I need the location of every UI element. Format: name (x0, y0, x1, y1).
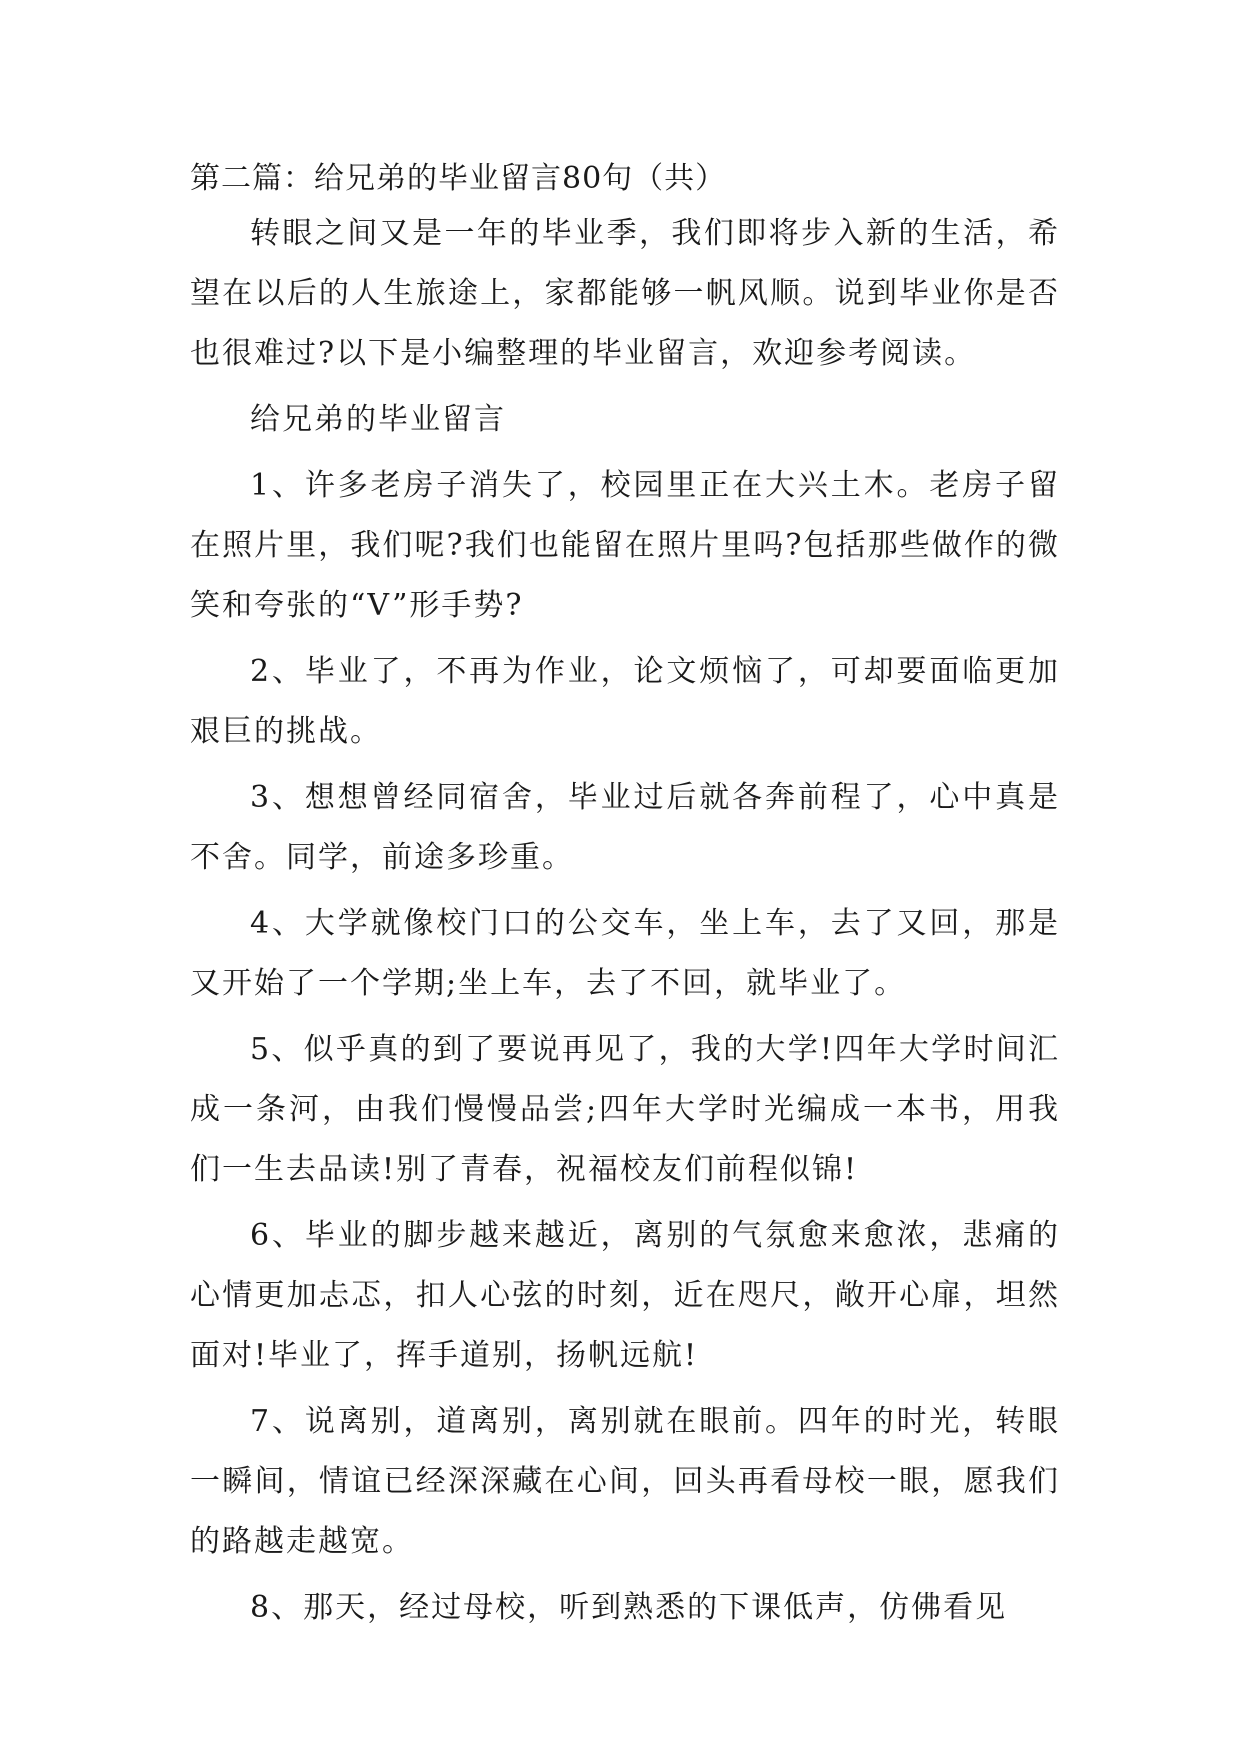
section-heading: 给兄弟的毕业留言 (250, 402, 506, 437)
list-item: 5、似乎真的到了要说再见了，我的大学!四年大学时间汇成一条河，由我们慢慢品尝;四年大学时光编成一本书，用我们一生去品读!别了青春，祝福校友们前程似锦! (190, 1032, 1060, 1187)
intro-paragraph: 转眼之间又是一年的毕业季，我们即将步入新的生活，希望在以后的人生旅途上，家都能够一帆风顺。说到毕业你是否也很难过?以下是小编整理的毕业留言，欢迎参考阅读。 (190, 216, 1060, 371)
list-item: 4、大学就像校门口的公交车，坐上车，去了又回，那是又开始了一个学期;坐上车，去了不回，就毕业了。 (190, 906, 1060, 1001)
document-body (190, 160, 1060, 1638)
list-item: 7、说离别，道离别，离别就在眼前。四年的时光，转眼一瞬间，情谊已经深深藏在心间，回头再看母校一眼，愿我们的路越走越宽。 (190, 1404, 1060, 1559)
list-item: 3、想想曾经同宿舍，毕业过后就各奔前程了，心中真是不舍。同学，前途多珍重。 (190, 780, 1060, 875)
list-item: 2、毕业了，不再为作业，论文烦恼了，可却要面临更加艰巨的挑战。 (190, 654, 1060, 749)
list-item: 6、毕业的脚步越来越近，离别的气氛愈来愈浓，悲痛的心情更加忐忑，扣人心弦的时刻，近在咫尺，敞开心扉，坦然面对!毕业了，挥手道别，扬帆远航! (190, 1218, 1060, 1373)
document-title: 第二篇：给兄弟的毕业留言80句（共） (190, 161, 727, 196)
list-item: 1、许多老房子消失了，校园里正在大兴土木。老房子留在照片里，我们呢?我们也能留在照片里吗?包括那些做作的微笑和夸张的“V”形手势? (190, 468, 1060, 623)
list-item: 8、那天，经过母校，听到熟悉的下课低声，仿佛看见 (250, 1590, 1008, 1625)
